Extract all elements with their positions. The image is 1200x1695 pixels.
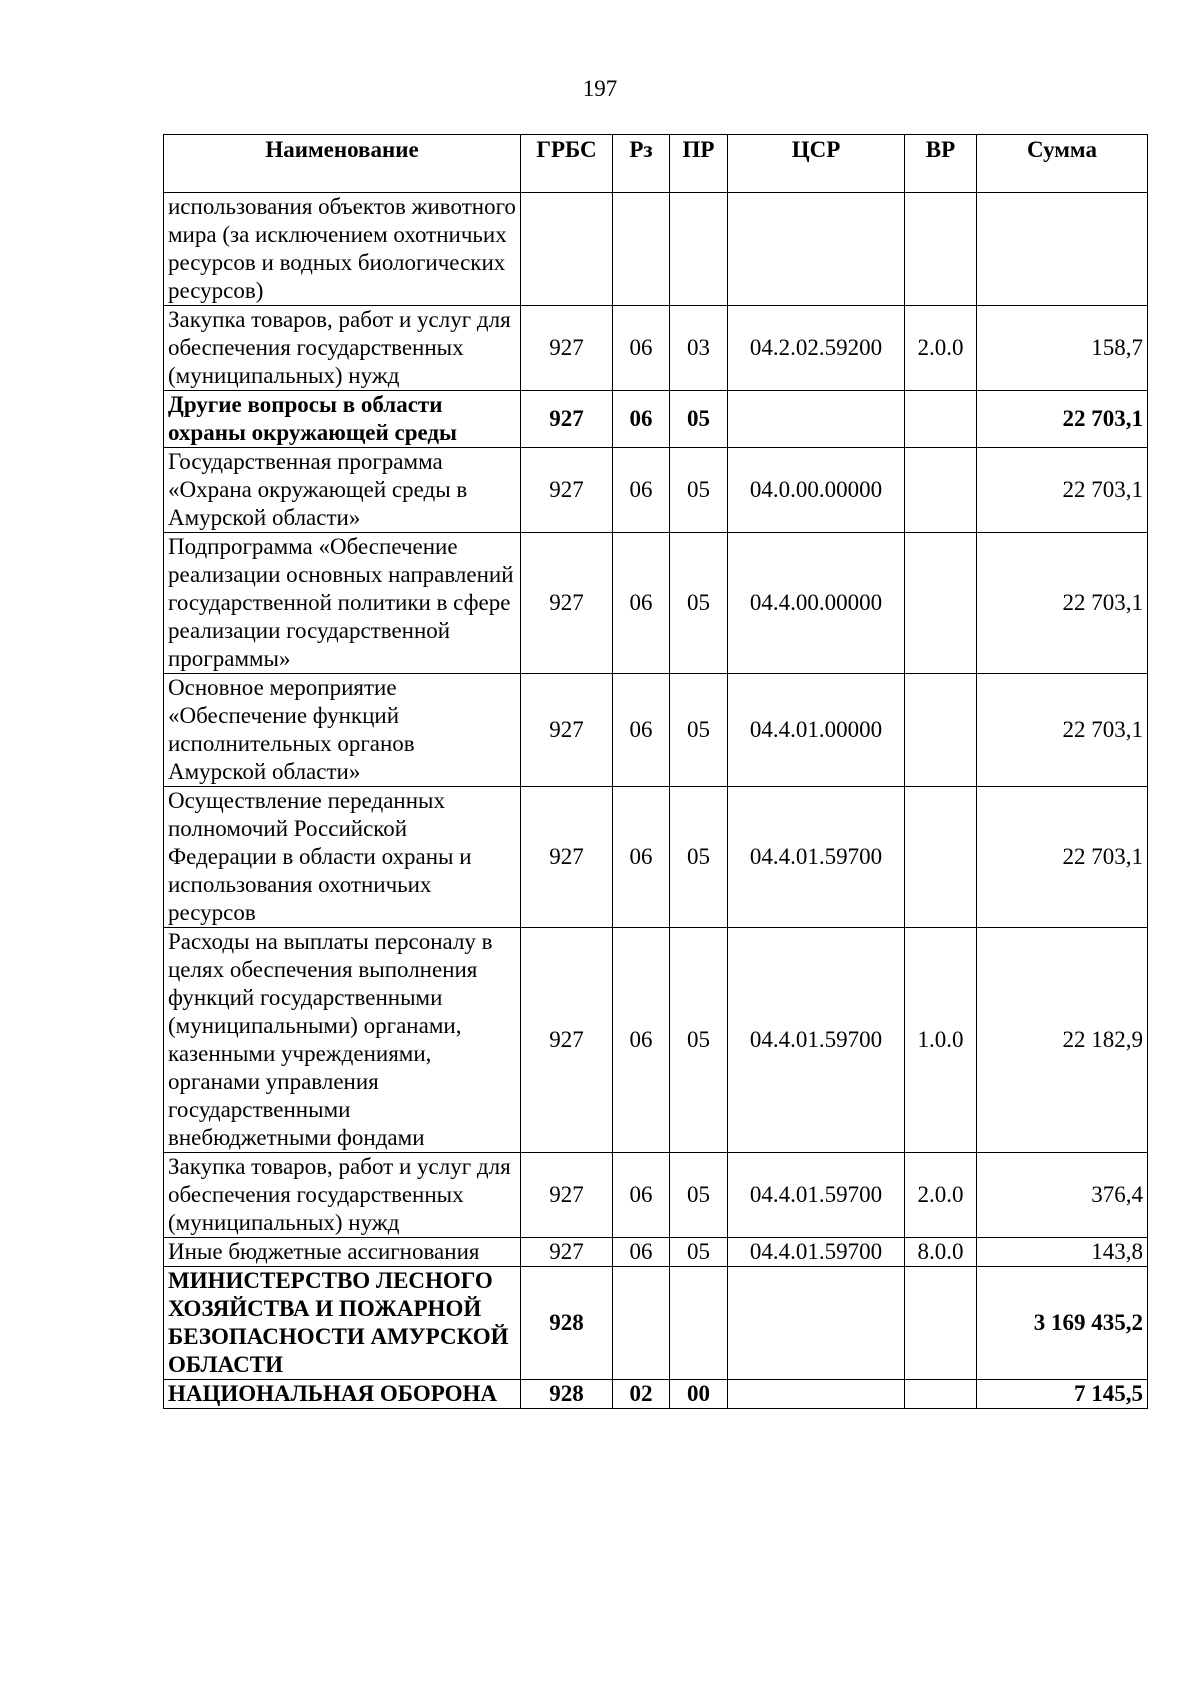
row-grbs: 927 [521, 1153, 613, 1238]
row-csr: 04.4.01.00000 [728, 674, 905, 787]
row-sum: 22 703,1 [977, 674, 1148, 787]
table-row [164, 787, 1148, 928]
row-sum: 22 703,1 [977, 787, 1148, 928]
row-rz [613, 193, 670, 306]
row-name: МИНИСТЕРСТВО ЛЕСНОГО ХОЗЯЙСТВА И ПОЖАРНОЙ БЕЗОПАСНОСТИ АМУРСКОЙ ОБЛАСТИ [164, 1267, 521, 1380]
row-grbs: 927 [521, 391, 613, 448]
header-vr: ВР [905, 135, 977, 193]
row-vr: 1.0.0 [905, 928, 977, 1153]
row-sum: 22 703,1 [977, 448, 1148, 533]
table-row [164, 1380, 1148, 1409]
row-rz: 06 [613, 674, 670, 787]
header-name: Наименование [164, 135, 521, 193]
row-grbs: 927 [521, 533, 613, 674]
row-pr: 05 [670, 1238, 728, 1267]
row-csr: 04.4.01.59700 [728, 1238, 905, 1267]
row-sum: 158,7 [977, 306, 1148, 391]
table-row [164, 928, 1148, 1153]
row-pr: 05 [670, 533, 728, 674]
row-pr: 05 [670, 1153, 728, 1238]
row-sum: 376,4 [977, 1153, 1148, 1238]
table-row [164, 448, 1148, 533]
row-sum: 22 182,9 [977, 928, 1148, 1153]
row-csr [728, 193, 905, 306]
row-pr: 05 [670, 391, 728, 448]
row-rz [613, 1267, 670, 1380]
row-sum: 143,8 [977, 1238, 1148, 1267]
row-vr [905, 193, 977, 306]
row-csr: 04.2.02.59200 [728, 306, 905, 391]
row-vr [905, 1267, 977, 1380]
row-name: Подпрограмма «Обеспечение реализации основных направлений государственной политики в сфере реализации государственной программы» [164, 533, 521, 674]
row-pr: 05 [670, 674, 728, 787]
row-grbs: 927 [521, 674, 613, 787]
row-sum: 22 703,1 [977, 391, 1148, 448]
row-pr: 03 [670, 306, 728, 391]
table-row [164, 674, 1148, 787]
row-vr [905, 533, 977, 674]
header-grbs: ГРБС [521, 135, 613, 193]
row-name: использования объектов животного мира (за исключением охотничьих ресурсов и водных биологических ресурсов) [164, 193, 521, 306]
row-pr: 05 [670, 787, 728, 928]
row-name: НАЦИОНАЛЬНАЯ ОБОРОНА [164, 1380, 521, 1409]
row-rz: 06 [613, 1153, 670, 1238]
row-grbs: 927 [521, 787, 613, 928]
row-grbs: 927 [521, 306, 613, 391]
row-grbs: 928 [521, 1267, 613, 1380]
row-name: Закупка товаров, работ и услуг для обеспечения государственных (муниципальных) нужд [164, 306, 521, 391]
table-row [164, 1267, 1148, 1380]
row-vr: 8.0.0 [905, 1238, 977, 1267]
table-row [164, 391, 1148, 448]
table-row [164, 1238, 1148, 1267]
row-rz: 06 [613, 787, 670, 928]
row-name: Основное мероприятие «Обеспечение функций исполнительных органов Амурской области» [164, 674, 521, 787]
row-sum: 3 169 435,2 [977, 1267, 1148, 1380]
table-row [164, 306, 1148, 391]
row-pr [670, 193, 728, 306]
table-row [164, 1153, 1148, 1238]
row-vr: 2.0.0 [905, 306, 977, 391]
row-vr [905, 787, 977, 928]
header-csr: ЦСР [728, 135, 905, 193]
row-grbs: 927 [521, 448, 613, 533]
row-pr: 05 [670, 928, 728, 1153]
table-row [164, 533, 1148, 674]
row-rz: 06 [613, 533, 670, 674]
row-vr [905, 1380, 977, 1409]
row-sum [977, 193, 1148, 306]
row-name: Осуществление переданных полномочий Российской Федерации в области охраны и использования охотничьих ресурсов [164, 787, 521, 928]
row-rz: 06 [613, 448, 670, 533]
row-rz: 06 [613, 1238, 670, 1267]
header-pr: ПР [670, 135, 728, 193]
row-pr: 00 [670, 1380, 728, 1409]
row-pr: 05 [670, 448, 728, 533]
row-grbs: 927 [521, 928, 613, 1153]
row-vr [905, 391, 977, 448]
row-csr: 04.4.00.00000 [728, 533, 905, 674]
row-grbs: 928 [521, 1380, 613, 1409]
row-rz: 02 [613, 1380, 670, 1409]
row-name: Закупка товаров, работ и услуг для обеспечения государственных (муниципальных) нужд [164, 1153, 521, 1238]
row-vr: 2.0.0 [905, 1153, 977, 1238]
page-number: 197 [582, 76, 618, 101]
row-rz: 06 [613, 928, 670, 1153]
header-rz: Рз [613, 135, 670, 193]
row-vr [905, 448, 977, 533]
row-sum: 7 145,5 [977, 1380, 1148, 1409]
row-csr: 04.4.01.59700 [728, 787, 905, 928]
row-vr [905, 674, 977, 787]
row-grbs [521, 193, 613, 306]
row-csr [728, 1380, 905, 1409]
row-name: Расходы на выплаты персоналу в целях обеспечения выполнения функций государственными (муниципальными) органами, казенными учреждениями, органами управления государственными внебюджетными фондами [164, 928, 521, 1153]
table-header-row [164, 135, 1148, 193]
row-csr [728, 391, 905, 448]
row-pr [670, 1267, 728, 1380]
budget-table [163, 134, 1148, 1409]
row-name: Другие вопросы в области охраны окружающей среды [164, 391, 521, 448]
row-grbs: 927 [521, 1238, 613, 1267]
row-rz: 06 [613, 391, 670, 448]
row-csr: 04.4.01.59700 [728, 1153, 905, 1238]
row-sum: 22 703,1 [977, 533, 1148, 674]
row-name: Государственная программа «Охрана окружающей среды в Амурской области» [164, 448, 521, 533]
row-name: Иные бюджетные ассигнования [164, 1238, 521, 1267]
row-csr: 04.4.01.59700 [728, 928, 905, 1153]
row-csr: 04.0.00.00000 [728, 448, 905, 533]
table-row [164, 193, 1148, 306]
header-sum: Сумма [977, 135, 1148, 193]
row-csr [728, 1267, 905, 1380]
row-rz: 06 [613, 306, 670, 391]
